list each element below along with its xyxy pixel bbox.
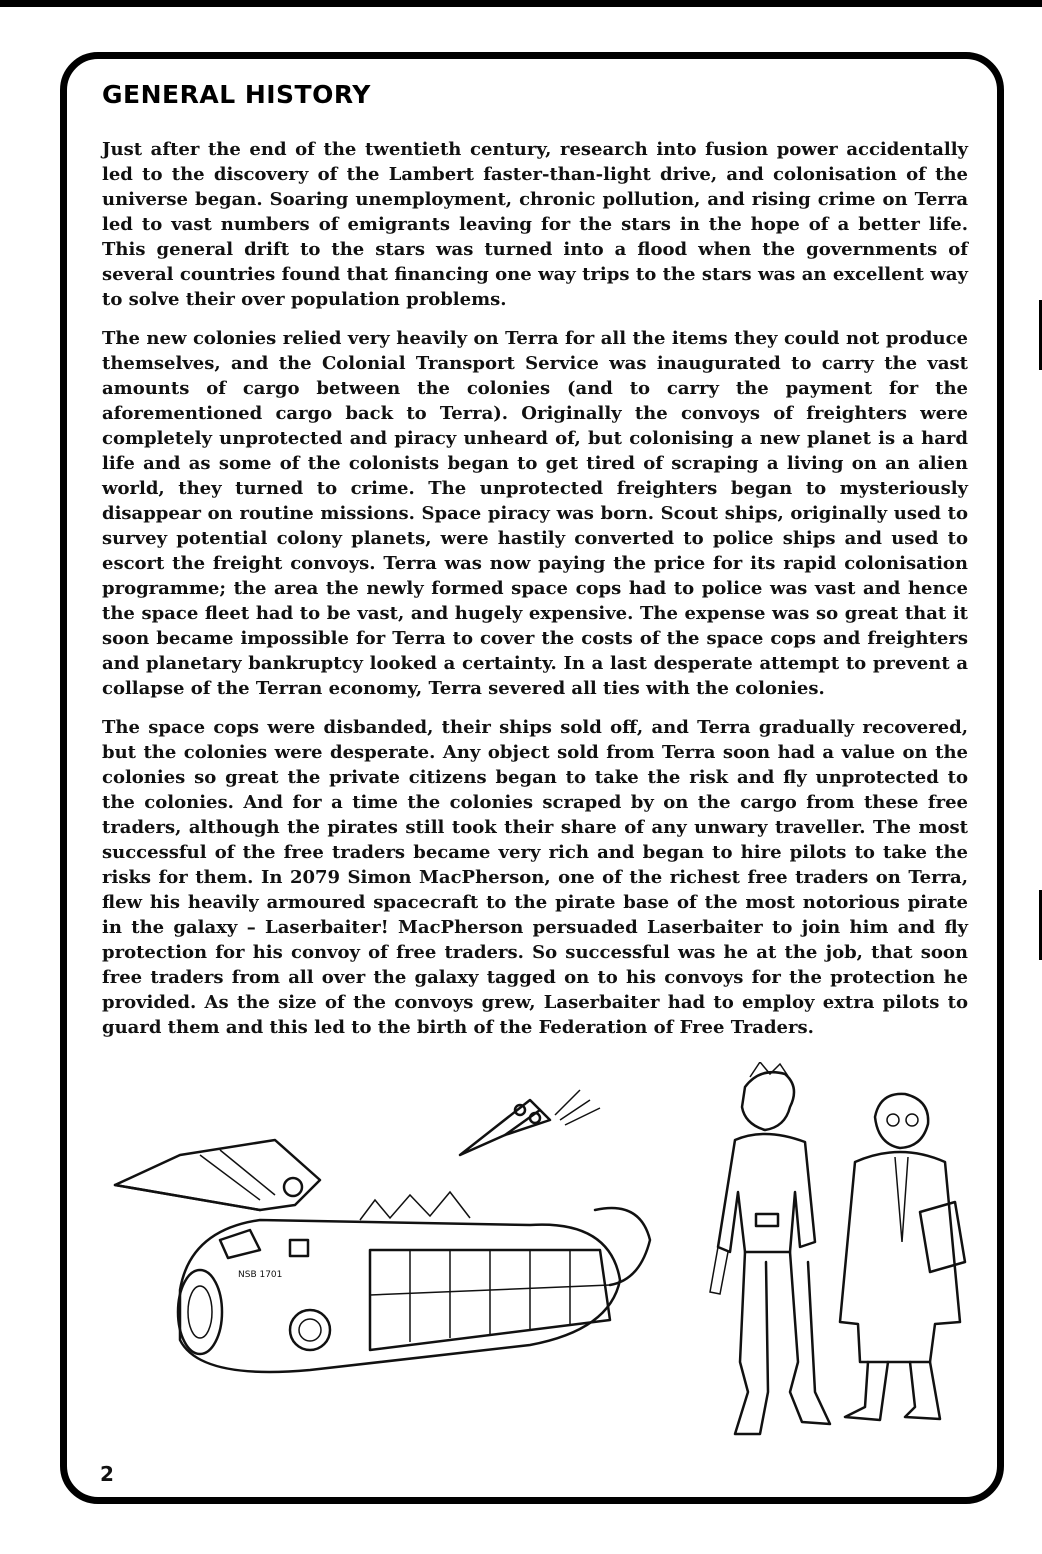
body-text [102,137,968,1054]
page-number: 2 [100,1462,114,1486]
paragraph: Just after the end of the twentieth century, research into fusion power accidentally led to the discovery of the Lambert faster-than-light drive, and colonisation of the universe began. Soaring unemployment, chronic pollution, and rising crime on Terra led to vast numbers of emigrants leaving for the stars in the hope of a better life. This general drift to the stars was turned into a flood when the governments of several countries found that financing one way trips to the stars was an excellent way to solve their over population problems. [102,139,968,310]
pilot-character-drawing [710,1062,830,1434]
paragraph: The space cops were disbanded, their ships sold off, and Terra gradually recovered, but the colonies were desperate. Any object sold from Terra soon had a value on the colonies so great the private citizens began to take the risk and fly unprotected to the colonies. And for a time the colonies scraped by on the cargo from these free traders, although the pirates still took their share of any unwary traveller. The most successful of the free traders became very rich and began to hire pilots to take the risks for them. In 2079 Simon MacPherson, one of the richest free traders on Terra, flew his heavily armoured spacecraft to the pirate base of the most notorious pirate in the galaxy – Laserbaiter! MacPherson persuaded Laserbaiter to join him and fly protection for his convoy of free traders. So successful was he at the job, that soon free traders from all over the galaxy tagged on to his convoys for the protection he provided. As the size of the convoys grew, Laserbaiter had to employ extra pilots to guard them and this led to the birth of the Federation of Free Traders. [102,717,968,1038]
freighter-spacecraft-drawing [178,1192,650,1372]
fighter-craft-drawing [460,1090,600,1155]
trader-character-drawing [840,1094,965,1420]
fighter-craft-drawing [115,1140,320,1210]
page-title: GENERAL HISTORY [102,80,371,109]
hull-marking: NSB 1701 [238,1270,283,1280]
top-border-rule [0,0,1042,7]
characters-illustration [690,1062,980,1452]
spaceships-illustration [110,1080,670,1440]
paragraph: The new colonies relied very heavily on Terra for all the items they could not produce themselves, and the Colonial Transport Service was inaugurated to carry the vast amounts of cargo between the colonies (and to carry the payment for the aforementioned cargo back to Terra). Originally the convoys of freighters were completely unprotected and piracy unheard of, but colonising a new planet is a hard life and as some of the colonists began to get tired of scraping a living on an alien world, they turned to crime. The unprotected freighters began to mysteriously disappear on routine missions. Space piracy was born. Scout ships, originally used to survey potential colony planets, were hastily converted to police ships and used to escort the freight convoys. Terra was now paying the price for its rapid colonisation programme; the area the newly formed space cops had to police was vast and hence the space fleet had to be vast, and hugely expensive. The expense was so great that it soon became impossible for Terra to cover the costs of the space cops and freighters and planetary bankruptcy looked a certainty. In a last desperate attempt to prevent a collapse of the Terran economy, Terra severed all ties with the colonies. [102,328,968,699]
